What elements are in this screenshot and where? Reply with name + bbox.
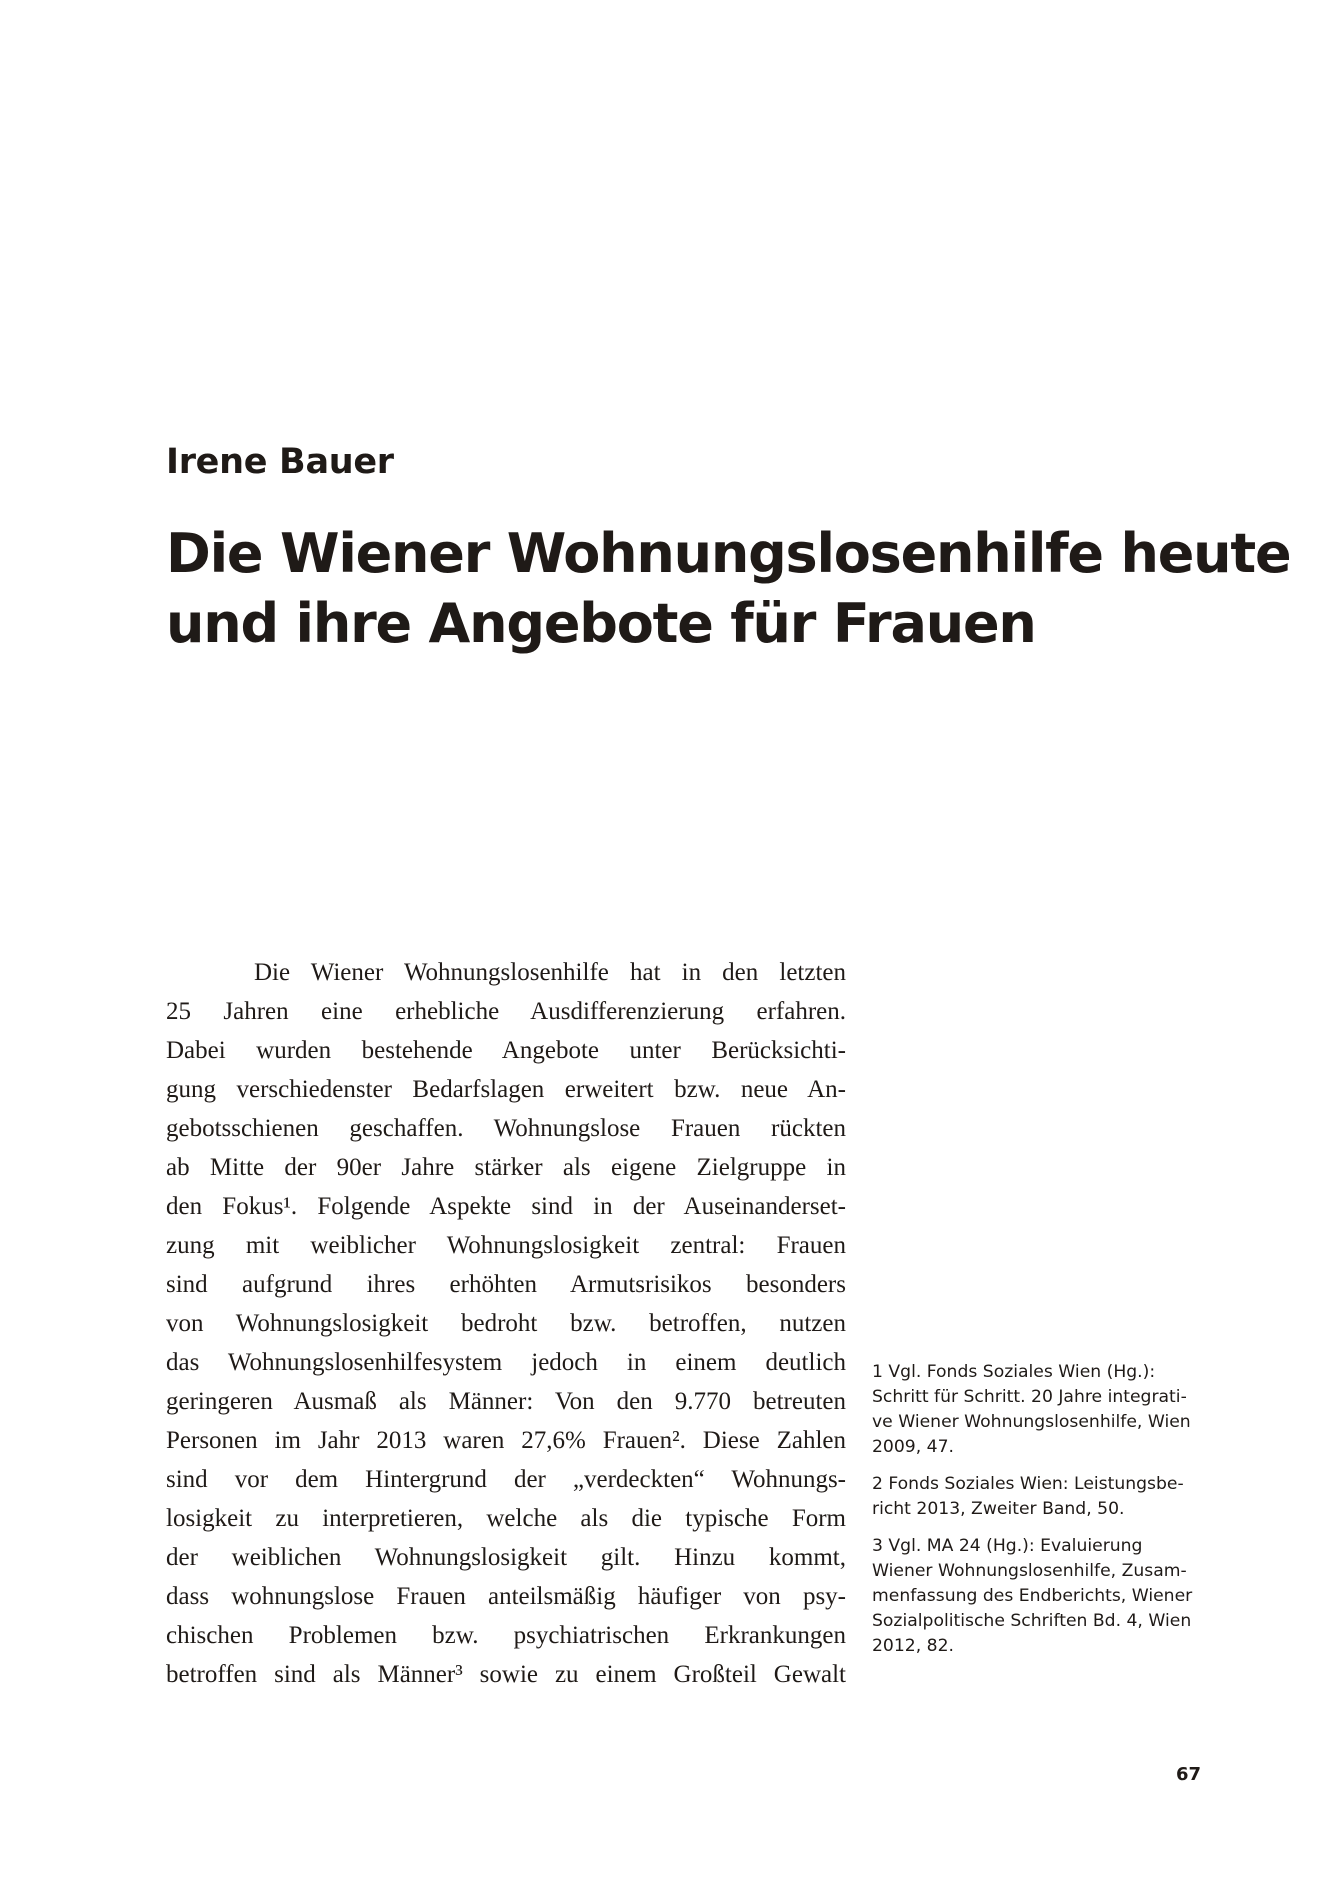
footnote-line: 2 Fonds Soziales Wien: Leistungsbe- <box>872 1474 1184 1494</box>
author-name: Irene Bauer <box>166 442 394 482</box>
body-line: gung verschiedenster Bedarfslagen erweitert bzw. neue An- <box>166 1076 846 1103</box>
footnote-line: 2009, 47. <box>872 1437 955 1457</box>
body-line: chischen Problemen bzw. psychiatrischen Erkrankungen <box>166 1622 846 1649</box>
article-title <box>166 519 1290 659</box>
footnotes-column <box>872 1360 1202 1671</box>
body-line: betroffen sind als Männer³ sowie zu einem Großteil Gewalt <box>166 1661 846 1688</box>
footnote-line: menfassung des Endberichts, Wiener <box>872 1586 1193 1606</box>
footnote-1 <box>872 1360 1202 1460</box>
body-line: 25 Jahren eine erhebliche Ausdifferenzierung erfahren. <box>166 998 846 1025</box>
footnote-2 <box>872 1472 1202 1522</box>
body-line: sind vor dem Hintergrund der „verdeckten“ Wohnungs- <box>166 1466 846 1493</box>
body-line: zung mit weiblicher Wohnungslosigkeit zentral: Frauen <box>166 1232 846 1259</box>
body-line: der weiblichen Wohnungslosigkeit gilt. Hinzu kommt, <box>166 1544 846 1571</box>
footnote-line: richt 2013, Zweiter Band, 50. <box>872 1499 1125 1519</box>
footnote-line: 3 Vgl. MA 24 (Hg.): Evaluierung <box>872 1536 1143 1556</box>
footnote-line: Wiener Wohnungslosenhilfe, Zusam- <box>872 1561 1187 1581</box>
body-line: sind aufgrund ihres erhöhten Armutsrisikos besonders <box>166 1271 846 1298</box>
body-line: den Fokus¹. Folgende Aspekte sind in der Auseinanderset- <box>166 1193 846 1220</box>
body-line: Dabei wurden bestehende Angebote unter Berücksichti- <box>166 1037 846 1064</box>
body-text <box>166 953 846 1694</box>
footnote-line: Schritt für Schritt. 20 Jahre integrati- <box>872 1387 1187 1407</box>
footnote-3 <box>872 1534 1202 1659</box>
body-line: Personen im Jahr 2013 waren 27,6% Frauen². Diese Zahlen <box>166 1427 846 1454</box>
page-number: 67 <box>1175 1764 1201 1785</box>
footnote-line: Sozialpolitische Schriften Bd. 4, Wien <box>872 1611 1192 1631</box>
body-line: Die Wiener Wohnungslosenhilfe hat in den letzten <box>254 959 846 986</box>
body-line: dass wohnungslose Frauen anteilsmäßig häufiger von psy- <box>166 1583 846 1610</box>
footnote-line: 1 Vgl. Fonds Soziales Wien (Hg.): <box>872 1362 1156 1382</box>
body-line: geringeren Ausmaß als Männer: Von den 9.770 betreuten <box>166 1388 846 1415</box>
body-line: von Wohnungslosigkeit bedroht bzw. betroffen, nutzen <box>166 1310 846 1337</box>
body-line: das Wohnungslosenhilfesystem jedoch in einem deutlich <box>166 1349 846 1376</box>
body-line: gebotsschienen geschaffen. Wohnungslose Frauen rückten <box>166 1115 846 1142</box>
title-line: und ihre Angebote für Frauen <box>166 592 1036 655</box>
body-line: ab Mitte der 90er Jahre stärker als eigene Zielgruppe in <box>166 1154 846 1181</box>
footnote-line: ve Wiener Wohnungslosenhilfe, Wien <box>872 1412 1191 1432</box>
title-line: Die Wiener Wohnungslosenhilfe heute <box>166 522 1291 585</box>
body-line: losigkeit zu interpretieren, welche als die typische Form <box>166 1505 846 1532</box>
footnote-line: 2012, 82. <box>872 1636 955 1656</box>
